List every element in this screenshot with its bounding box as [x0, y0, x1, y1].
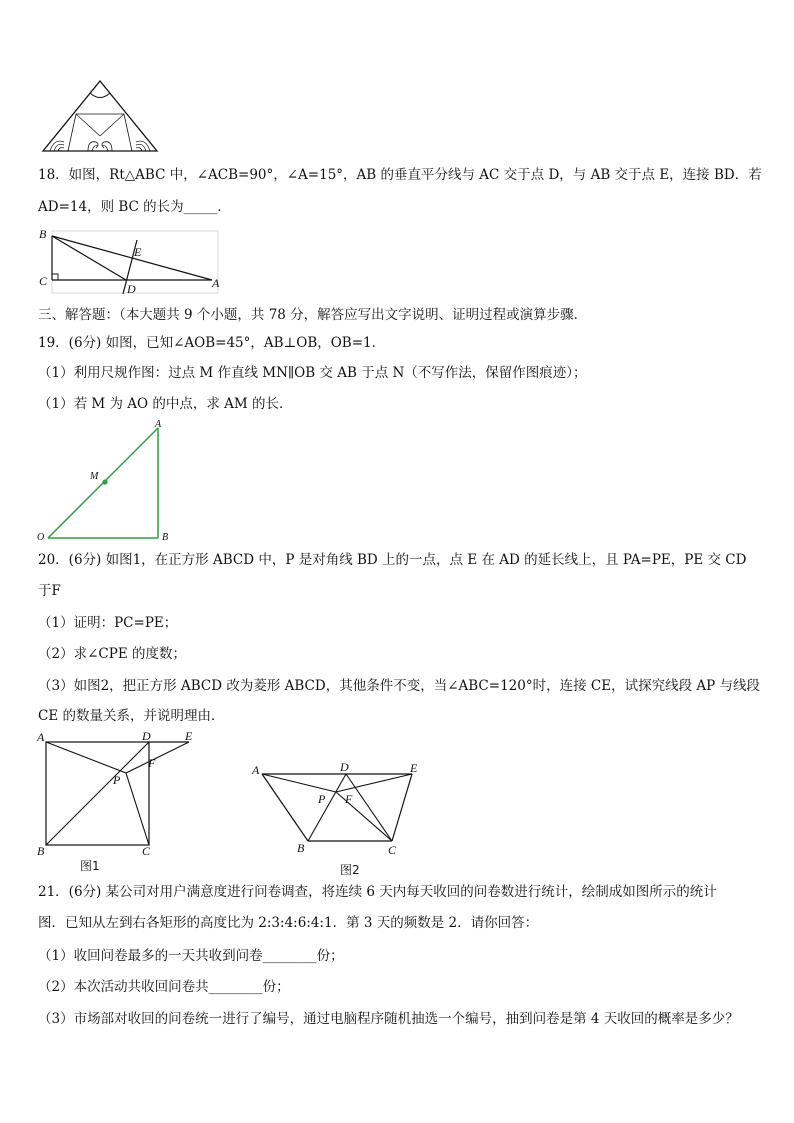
- q19-figure: [34, 418, 184, 546]
- q21-part3: （3）市场部对收回的问卷统一进行了编号，通过电脑程序随机抽选一个编号，抽到问卷是第 4 天收回的概率是多少？: [38, 1011, 739, 1027]
- q19-part2: （1）若 M 为 AO 的中点，求 AM 的长．: [38, 396, 293, 412]
- q19-label-b: B: [162, 532, 169, 543]
- q19-label-m: M: [90, 471, 99, 482]
- q20-figure2: [248, 728, 428, 878]
- q20-part1: （1）证明：PC=PE；: [38, 615, 178, 631]
- q18-label-e: E: [134, 245, 142, 259]
- q19-part1: （1）利用尺规作图：过点 M 作直线 MN∥OB 交 AB 于点 N（不写作法，保留作图痕迹）；: [38, 365, 587, 381]
- q19-label-a: A: [155, 419, 162, 430]
- q21-text-line2: 图．已知从左到右各矩形的高度比为 2:3:4:6:4:1．第 3 天的频数是 2．请你回答：: [38, 915, 539, 931]
- q20-fig1-caption: 图1: [80, 859, 100, 873]
- q20-fig1-label-f: F: [148, 756, 156, 770]
- section3-heading: 三、解答题：（本大题共 9 个小题，共 78 分，解答应写出文字说明、证明过程或演算步骤．: [38, 307, 588, 323]
- q18-label-a: A: [212, 276, 220, 290]
- q21-part2: （2）本次活动共收回问卷共________份；: [38, 979, 290, 995]
- q18-label-c: C: [39, 274, 48, 288]
- q18-figure: [34, 224, 224, 300]
- q20-fig1-label-d: D: [142, 729, 151, 743]
- q20-fig2-label-p: P: [318, 792, 326, 806]
- q20-fig1-label-e: E: [185, 729, 193, 743]
- q18-text-line2: AD=14，则 BC 的长为_____．: [38, 199, 231, 215]
- q20-fig2-caption: 图2: [340, 863, 360, 877]
- q20-fig1-label-c: C: [142, 844, 151, 858]
- q20-fig2-label-f: F: [345, 792, 353, 806]
- q18-text-line1: 18．如图，Rt△ABC 中，∠ACB=90°，∠A=15°，AB 的垂直平分线与 AC 交于点 D，与 AB 交于点 E，连接 BD．若: [38, 167, 762, 183]
- q19-label-o: O: [37, 532, 45, 543]
- q20-fig2-label-e: E: [410, 761, 418, 775]
- q19-text-line1: 19．(6分) 如图，已知∠AOB=45°，AB⊥OB，OB=1．: [38, 335, 386, 351]
- q20-fig1-label-b: B: [37, 844, 45, 858]
- q20-part2: （2）求∠CPE 的度数；: [38, 646, 186, 662]
- q21-part1: （1）收回问卷最多的一天共收到问卷________份；: [38, 948, 344, 964]
- q20-text-line1: 20．(6分) 如图1，在正方形 ABCD 中，P 是对角线 BD 上的一点，点 E 在 AD 的延长线上，且 PA=PE，PE 交 CD: [38, 552, 747, 568]
- q17-triangle-figure: [40, 78, 160, 154]
- q20-part3-line2: CE 的数量关系，并说明理由．: [38, 708, 225, 724]
- q20-fig2-label-a: A: [252, 763, 260, 777]
- q20-text-line2: 于F: [38, 583, 61, 599]
- q20-part3-line1: （3）如图2，把正方形 ABCD 改为菱形 ABCD，其他条件不变，当∠ABC=120°时，连接 CE，试探究线段 AP 与线段: [38, 678, 760, 694]
- q20-fig2-label-c: C: [388, 843, 397, 857]
- q20-fig2-label-d: D: [340, 760, 349, 774]
- q20-fig2-label-b: B: [297, 841, 305, 855]
- q21-text-line1: 21．(6分) 某公司对用户满意度进行问卷调查，将连续 6 天内每天收回的问卷数进行统计，绘制成如图所示的统计: [38, 884, 717, 900]
- q20-figure1: [34, 728, 204, 876]
- q20-fig1-label-p: P: [113, 773, 121, 787]
- q18-label-d: D: [127, 282, 136, 296]
- q18-label-b: B: [39, 227, 47, 241]
- q20-fig1-label-a: A: [37, 730, 45, 744]
